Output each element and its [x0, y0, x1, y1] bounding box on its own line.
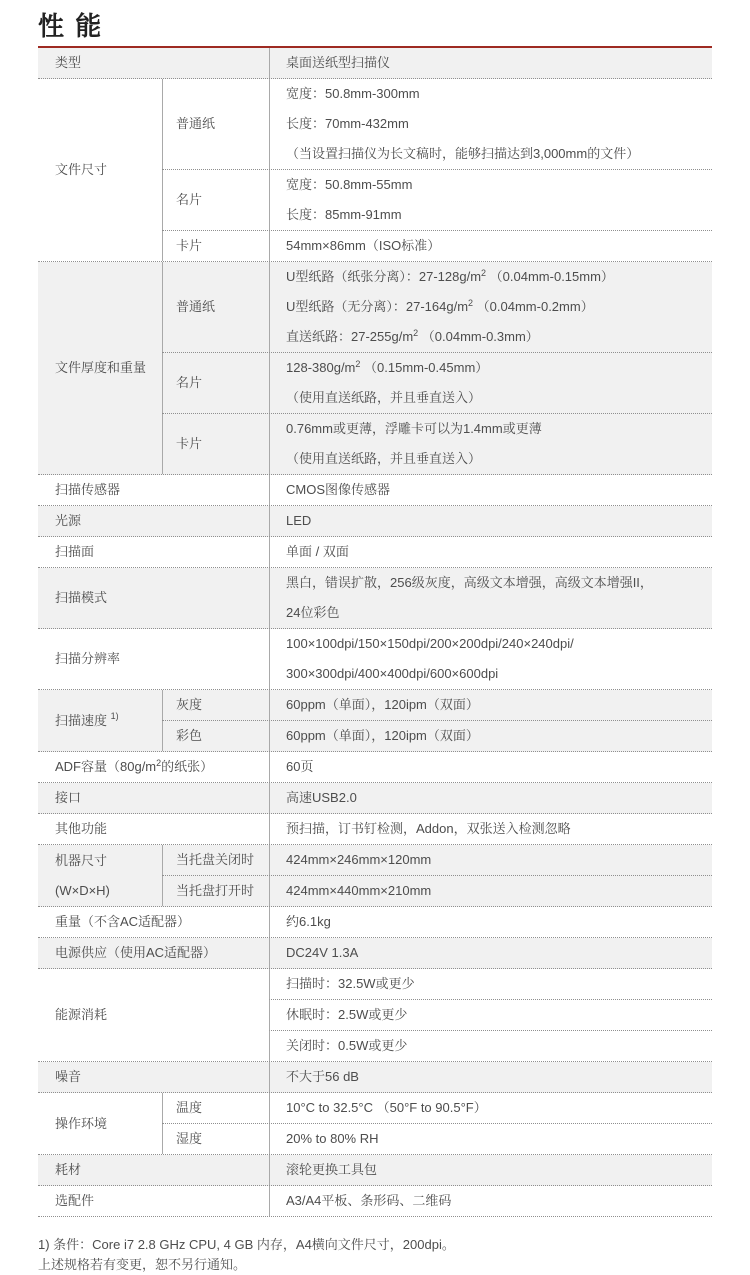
spec-subrow — [269, 1062, 712, 1092]
row-cells — [162, 79, 712, 261]
row-cells — [269, 568, 712, 628]
value-line: 休眠时：2.5W或更少 — [286, 1007, 408, 1022]
value-line: （当设置扫描仪为长文稿时，能够扫描达到3,000mm的文件） — [286, 146, 640, 161]
row-label — [38, 845, 162, 906]
row-label-line: 扫描模式 — [55, 590, 108, 605]
sub-label — [162, 876, 269, 906]
spec-subrow — [269, 752, 712, 782]
row-label-line: 接口 — [55, 790, 82, 805]
value-line: 54mm×86mm（ISO标准） — [286, 238, 441, 253]
spec-subrow — [269, 629, 712, 689]
spec-subrow — [269, 783, 712, 813]
spec-subrow — [269, 1186, 712, 1216]
spec-row-machine-dimensions — [38, 845, 712, 907]
sub-label-line: 彩色 — [176, 728, 203, 743]
spec-subrow — [269, 938, 712, 968]
row-cells — [269, 1186, 712, 1216]
value-line: 长度：85mm-91mm — [286, 207, 402, 222]
row-label-line: 扫描速度 $^{1)}$ — [55, 711, 119, 728]
page-title: 性 能 — [38, 11, 104, 41]
value-line: （使用直送纸路，并且垂直送入） — [286, 390, 482, 405]
value-cell — [269, 690, 712, 720]
value-line: 预扫描，订书钉检测，Addon，双张送入检测忽略 — [286, 821, 571, 836]
value-line: 单面 / 双面 — [286, 544, 349, 559]
spec-row-interface — [38, 783, 712, 814]
row-cells — [162, 690, 712, 751]
spec-subrow — [162, 845, 712, 875]
sub-label-line: 当托盘关闭时 — [176, 852, 255, 867]
spec-row-operating-environment — [38, 1093, 712, 1155]
value-line: $128-380g/m^2$ （0.15mm-0.45mm） — [286, 358, 489, 375]
value-cell — [269, 907, 712, 937]
value-line: 直送纸路：$27-255g/m^2$ （0.04mm-0.3mm） — [286, 327, 539, 344]
spec-subrow — [269, 969, 712, 999]
sub-label — [162, 721, 269, 751]
spec-row-adf-capacity — [38, 752, 712, 783]
row-label-line: 选配件 — [55, 1193, 95, 1208]
value-cell — [269, 353, 712, 413]
spec-row-weight — [38, 907, 712, 938]
value-cell — [269, 79, 712, 169]
value-cell — [269, 783, 712, 813]
spec-row-consumables — [38, 1155, 712, 1186]
sub-label-line: 灰度 — [176, 697, 203, 712]
spec-subrow — [162, 169, 712, 230]
value-line: 约6.1kg — [286, 914, 331, 929]
row-cells — [162, 845, 712, 906]
value-line: 高速USB2.0 — [286, 790, 357, 805]
value-line: 424mm×246mm×120mm — [286, 852, 432, 867]
sub-label — [162, 231, 269, 261]
row-cells — [269, 475, 712, 505]
value-cell — [269, 752, 712, 782]
sub-label-line: 卡片 — [176, 436, 203, 451]
value-cell — [269, 568, 712, 628]
row-label — [38, 262, 162, 474]
superscript: 1) — [110, 711, 119, 722]
spec-row-scanning-sensor — [38, 475, 712, 506]
spec-subrow — [269, 537, 712, 567]
spec-row-scanning-side — [38, 537, 712, 568]
row-cells — [269, 629, 712, 689]
value-line: 60ppm（单面），120ipm（双面） — [286, 697, 479, 712]
sub-label — [162, 1093, 269, 1123]
sub-label — [162, 845, 269, 875]
row-cells — [269, 814, 712, 844]
footnotes — [38, 1235, 712, 1275]
spec-subrow — [162, 1123, 712, 1154]
value-cell — [269, 1030, 712, 1061]
value-line: 扫描时：32.5W或更少 — [286, 976, 415, 991]
row-label-line: 文件厚度和重量 — [55, 360, 147, 375]
spec-subrow — [269, 475, 712, 505]
value-cell — [269, 1186, 712, 1216]
value-line: 不大于56 dB — [286, 1069, 359, 1084]
row-cells — [162, 262, 712, 474]
sub-label — [162, 79, 269, 169]
spec-subrow — [269, 999, 712, 1030]
row-label-line: 机器尺寸 — [55, 852, 108, 868]
row-label — [38, 537, 269, 567]
row-label — [38, 48, 269, 78]
spec-row-scanning-resolution — [38, 629, 712, 690]
superscript: 2 — [355, 358, 361, 369]
sub-label — [162, 690, 269, 720]
value-line: 424mm×440mm×210mm — [286, 883, 432, 898]
row-label-line: 操作环境 — [55, 1115, 108, 1131]
sub-label — [162, 1124, 269, 1154]
footnote-line: 1) 条件：Core i7 2.8 GHz CPU, 4 GB 内存，A4横向文件尺寸，200dpi。 — [38, 1237, 455, 1252]
value-line: 20% to 80% RH — [286, 1131, 379, 1146]
value-cell — [269, 938, 712, 968]
row-label — [38, 1093, 162, 1154]
row-label — [38, 506, 269, 536]
value-line: DC24V 1.3A — [286, 945, 359, 960]
row-label-line: 光源 — [55, 513, 82, 528]
value-cell — [269, 845, 712, 875]
value-line: 宽度：50.8mm-55mm — [286, 177, 413, 192]
spec-subrow — [269, 1030, 712, 1061]
sub-label-line: 名片 — [176, 192, 203, 207]
row-label — [38, 783, 269, 813]
value-cell — [269, 721, 712, 751]
value-cell — [269, 1155, 712, 1185]
value-line: 100×100dpi/150×150dpi/200×200dpi/240×240dpi/ — [286, 636, 574, 651]
value-cell — [269, 1124, 712, 1154]
value-cell — [269, 629, 712, 689]
value-line: 60页 — [286, 759, 314, 774]
row-label — [38, 1186, 269, 1216]
value-cell — [269, 1062, 712, 1092]
value-cell — [269, 814, 712, 844]
value-cell — [269, 999, 712, 1030]
spec-subrow — [269, 814, 712, 844]
value-line: 黑白，错误扩散，256级灰度，高级文本增强，高级文本增强II， — [286, 575, 653, 590]
row-label-line: 噪音 — [55, 1069, 82, 1084]
row-cells — [269, 969, 712, 1061]
spec-row-power-supply — [38, 938, 712, 969]
spec-subrow — [162, 413, 712, 474]
value-line: （使用直送纸路，并且垂直送入） — [286, 451, 482, 466]
spec-row-document-size — [38, 79, 712, 262]
value-line: 关闭时：0.5W或更少 — [286, 1038, 408, 1053]
spec-row-options — [38, 1186, 712, 1217]
row-label-line: 耗材 — [55, 1162, 82, 1177]
value-line: LED — [286, 513, 312, 528]
footnote-line: 上述规格若有变更，恕不另行通知。 — [38, 1257, 247, 1272]
value-cell — [269, 969, 712, 999]
spec-row-document-thickness-weight — [38, 262, 712, 475]
value-cell — [269, 262, 712, 352]
value-line: 60ppm（单面），120ipm（双面） — [286, 728, 479, 743]
row-label — [38, 690, 162, 751]
row-cells — [269, 48, 712, 78]
row-cells — [269, 907, 712, 937]
value-line: 桌面送纸型扫描仪 — [286, 55, 391, 70]
value-line: 长度：70mm-432mm — [286, 116, 409, 131]
row-label-line: ADF容量（$80g/m^2$的纸张） — [55, 757, 214, 774]
row-cells — [269, 1062, 712, 1092]
spec-subrow — [162, 1093, 712, 1123]
row-label — [38, 79, 162, 261]
row-label — [38, 568, 269, 628]
spec-subrow — [269, 568, 712, 628]
row-label — [38, 752, 269, 782]
row-label — [38, 1062, 269, 1092]
superscript: 2 — [481, 267, 487, 278]
row-label-line: 重量（不含AC适配器） — [55, 914, 191, 929]
spec-row-scanning-speed — [38, 690, 712, 752]
row-label-line: 文件尺寸 — [55, 162, 108, 177]
spec-subrow — [162, 720, 712, 751]
row-cells — [162, 1093, 712, 1154]
value-cell — [269, 537, 712, 567]
value-cell — [269, 414, 712, 474]
superscript: 2 — [468, 297, 474, 308]
row-label — [38, 907, 269, 937]
sub-label-line: 湿度 — [176, 1131, 203, 1146]
row-label-line: 能源消耗 — [55, 1007, 108, 1022]
sub-label-line: 名片 — [176, 375, 203, 390]
row-label-line: 扫描分辨率 — [55, 651, 121, 666]
superscript: 2 — [156, 757, 162, 768]
row-label-line: 扫描传感器 — [55, 482, 121, 497]
spec-row-power-consumption — [38, 969, 712, 1062]
row-cells — [269, 938, 712, 968]
value-line: A3/A4平板、条形码、二维码 — [286, 1193, 452, 1208]
spec-subrow — [269, 907, 712, 937]
value-line: 300×300dpi/400×400dpi/600×600dpi — [286, 666, 499, 681]
row-cells — [269, 752, 712, 782]
row-label — [38, 814, 269, 844]
value-cell — [269, 231, 712, 261]
spec-subrow — [162, 230, 712, 261]
value-line: U型纸路（无分离）：$27-164g/m^2$ （0.04mm-0.2mm） — [286, 297, 594, 314]
row-label-line: 扫描面 — [55, 544, 95, 559]
value-line: 10°C to 32.5°C （50°F to 90.5°F） — [286, 1100, 487, 1115]
value-line: CMOS图像传感器 — [286, 482, 391, 497]
row-label-line: 类型 — [55, 55, 82, 70]
sub-label — [162, 170, 269, 230]
value-line: 0.76mm或更薄，浮雕卡可以为1.4mm或更薄 — [286, 421, 542, 436]
row-label — [38, 938, 269, 968]
spec-row-light-source — [38, 506, 712, 537]
row-cells — [269, 506, 712, 536]
row-label — [38, 629, 269, 689]
value-cell — [269, 475, 712, 505]
spec-subrow — [162, 262, 712, 352]
spec-row-type — [38, 48, 712, 79]
row-cells — [269, 537, 712, 567]
sub-label-line: 温度 — [176, 1100, 203, 1115]
value-line: 滚轮更换工具包 — [286, 1162, 378, 1177]
spec-subrow — [269, 1155, 712, 1185]
sub-label-line: 卡片 — [176, 238, 203, 253]
row-label — [38, 475, 269, 505]
row-label-line: (W×D×H) — [55, 882, 110, 898]
row-cells — [269, 1155, 712, 1185]
spec-subrow — [162, 690, 712, 720]
value-line: 24位彩色 — [286, 605, 340, 620]
value-line: U型纸路（纸张分离）：$27-128g/m^2$ （0.04mm-0.15mm） — [286, 267, 614, 284]
sub-label-line: 普通纸 — [176, 116, 216, 131]
spec-row-scanning-mode — [38, 568, 712, 629]
spec-row-noise — [38, 1062, 712, 1093]
value-cell — [269, 506, 712, 536]
sub-label — [162, 414, 269, 474]
sub-label — [162, 262, 269, 352]
superscript: 2 — [413, 327, 419, 338]
row-cells — [269, 783, 712, 813]
spec-subrow — [162, 79, 712, 169]
value-cell — [269, 170, 712, 230]
row-label — [38, 1155, 269, 1185]
spec-subrow — [162, 875, 712, 906]
value-cell — [269, 1093, 712, 1123]
spec-subrow — [269, 48, 712, 78]
spec-table — [38, 48, 712, 1217]
value-line: 宽度：50.8mm-300mm — [286, 86, 420, 101]
value-cell — [269, 876, 712, 906]
row-label-line: 电源供应（使用AC适配器） — [55, 945, 217, 960]
spec-subrow — [269, 506, 712, 536]
row-label — [38, 969, 269, 1061]
sub-label — [162, 353, 269, 413]
spec-row-other-functions — [38, 814, 712, 845]
row-label-line: 其他功能 — [55, 821, 108, 836]
value-cell — [269, 48, 712, 78]
sub-label-line: 当托盘打开时 — [176, 883, 255, 898]
sub-label-line: 普通纸 — [176, 299, 216, 314]
spec-subrow — [162, 352, 712, 413]
